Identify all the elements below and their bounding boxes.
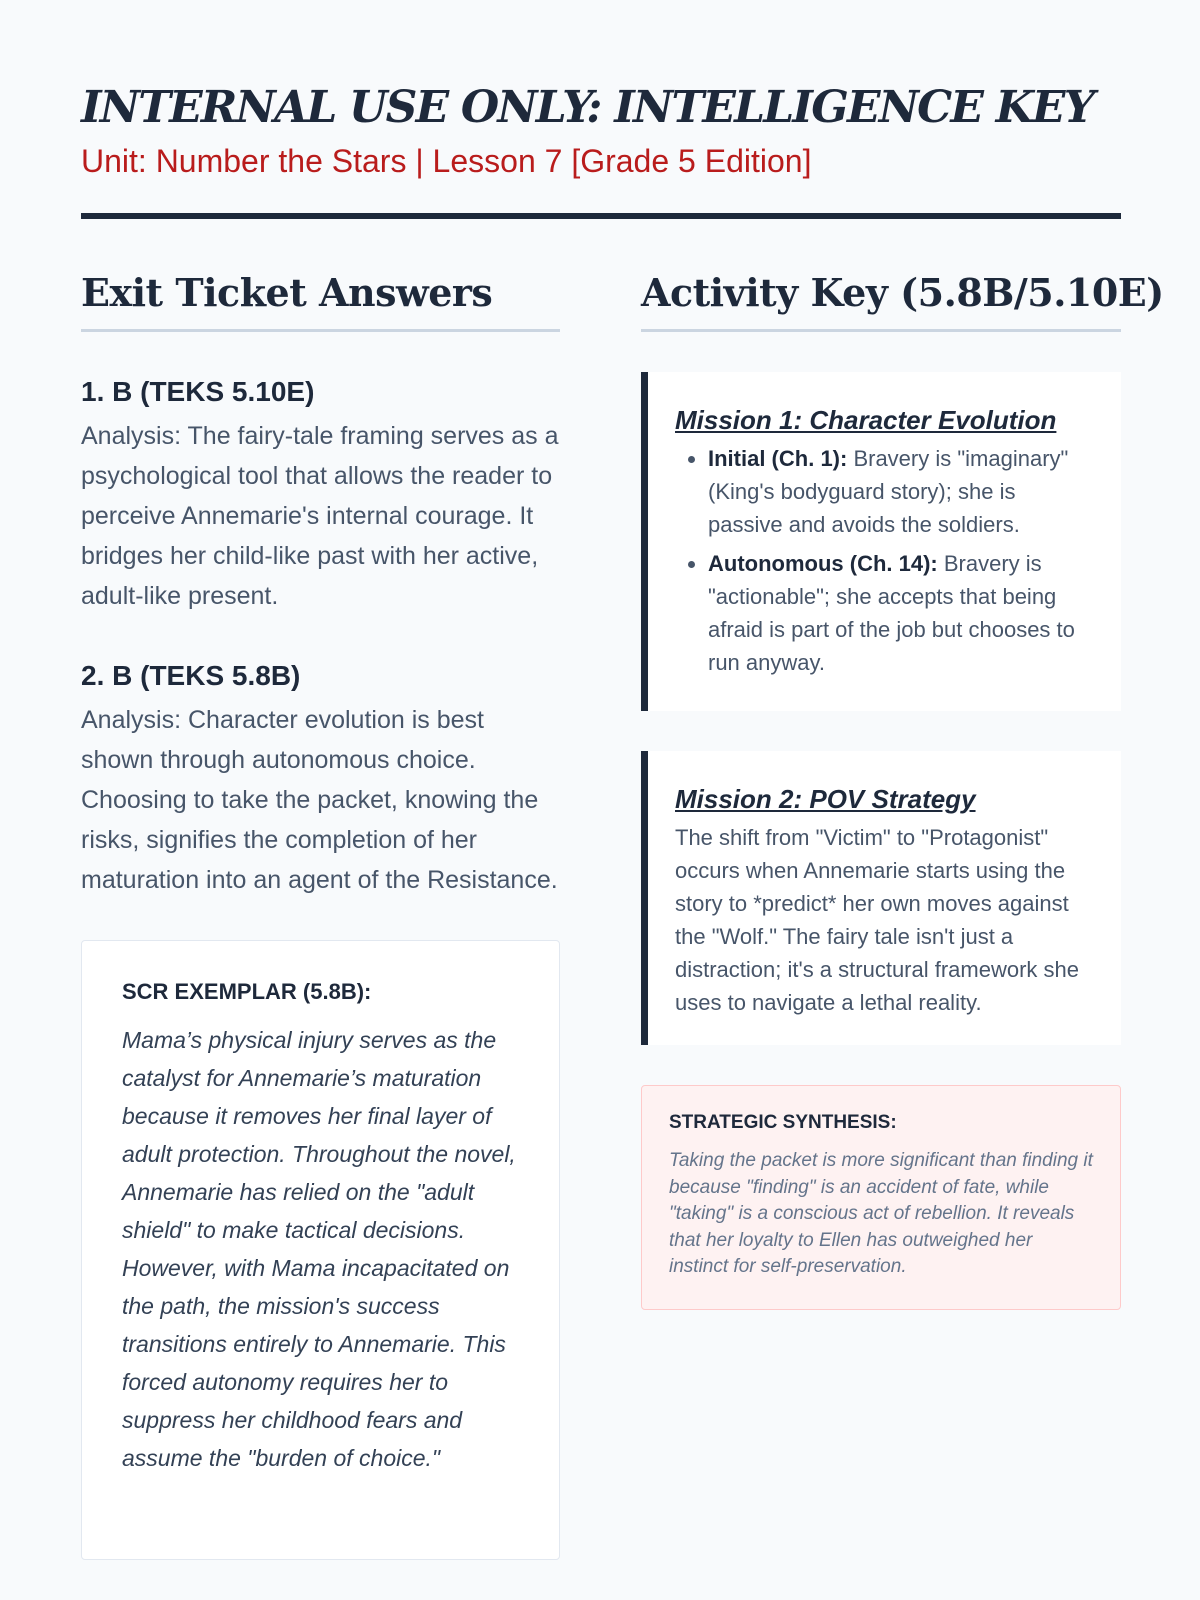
answer-analysis: Analysis: Character evolution is best shown through autonomous choice. Choosing to take the packet, knowing the risks, signifies the completion of her maturation into an agent of the Resistance. xyxy=(81,706,558,894)
mission-2-card xyxy=(641,751,1121,1045)
activity-key-column xyxy=(641,270,1164,1310)
strategic-synthesis-card xyxy=(641,1085,1121,1310)
list-item xyxy=(708,442,1095,541)
activity-key-heading: Activity Key (5.8B/5.10E) xyxy=(641,270,1121,332)
list-item-text: Bravery is "imaginary" (King's bodyguard story); she is passive and avoids the soldiers. xyxy=(708,446,1069,537)
answer-analysis: Analysis: The fairy-tale framing serves as a psychological tool that allows the reader to perceive Annemarie's internal courage. It bridges her child-like past with her active, adult-like present. xyxy=(81,422,559,610)
answer-item xyxy=(81,658,560,900)
mission-1-title: Mission 1: Character Evolution xyxy=(675,405,1057,435)
mission-2-title: Mission 2: POV Strategy xyxy=(675,784,976,814)
page-title: INTERNAL USE ONLY: INTELLIGENCE KEY xyxy=(81,82,1094,133)
mission-1-card xyxy=(641,372,1121,711)
scr-exemplar-heading: SCR EXEMPLAR (5.8B): xyxy=(122,979,372,1004)
list-item-label: Autonomous (Ch. 14): xyxy=(708,551,938,576)
synthesis-heading: STRATEGIC SYNTHESIS: xyxy=(669,1112,897,1133)
mission-1-list xyxy=(675,442,1095,679)
page-subtitle: Unit: Number the Stars | Lesson 7 [Grade 5 Edition] xyxy=(81,143,812,179)
answer-label: 2. B (TEKS 5.8B) xyxy=(81,660,301,691)
mission-2-text: The shift from "Victim" to "Protagonist" occurs when Annemarie starts using the story to *predict* her own moves against the "Wolf." The fairy tale isn't just a distraction; it's a structural framework she uses to navigate a lethal reality. xyxy=(675,825,1080,1015)
scr-exemplar-text: Mama’s physical injury serves as the catalyst for Annemarie’s maturation because it removes her final layer of adult protection. Throughout the novel, Annemarie has relied on the "adult shield" to make tactical decisions. However, with Mama incapacitated on the path, the mission's success transitions entirely to Annemarie. This forced autonomy requires her to suppress her childhood fears and assume the "burden of choice." xyxy=(122,1027,516,1471)
synthesis-text: Taking the packet is more significant than finding it because "finding" is an accident of fate, while "taking" is a conscious act of rebellion. It reveals that her loyalty to Ellen has outweighed her instinct for self-preservation. xyxy=(669,1150,1093,1277)
answer-label: 1. B (TEKS 5.10E) xyxy=(81,376,315,407)
exit-ticket-heading: Exit Ticket Answers xyxy=(81,270,560,332)
exit-ticket-column xyxy=(81,270,560,1560)
list-item-text: Bravery is "actionable"; she accepts that being afraid is part of the job but chooses to run anyway. xyxy=(708,551,1075,675)
answer-item xyxy=(81,374,560,616)
list-item-label: Initial (Ch. 1): xyxy=(708,446,848,471)
header-divider xyxy=(81,213,1121,219)
scr-exemplar-card xyxy=(81,940,560,1560)
list-item xyxy=(708,547,1095,679)
